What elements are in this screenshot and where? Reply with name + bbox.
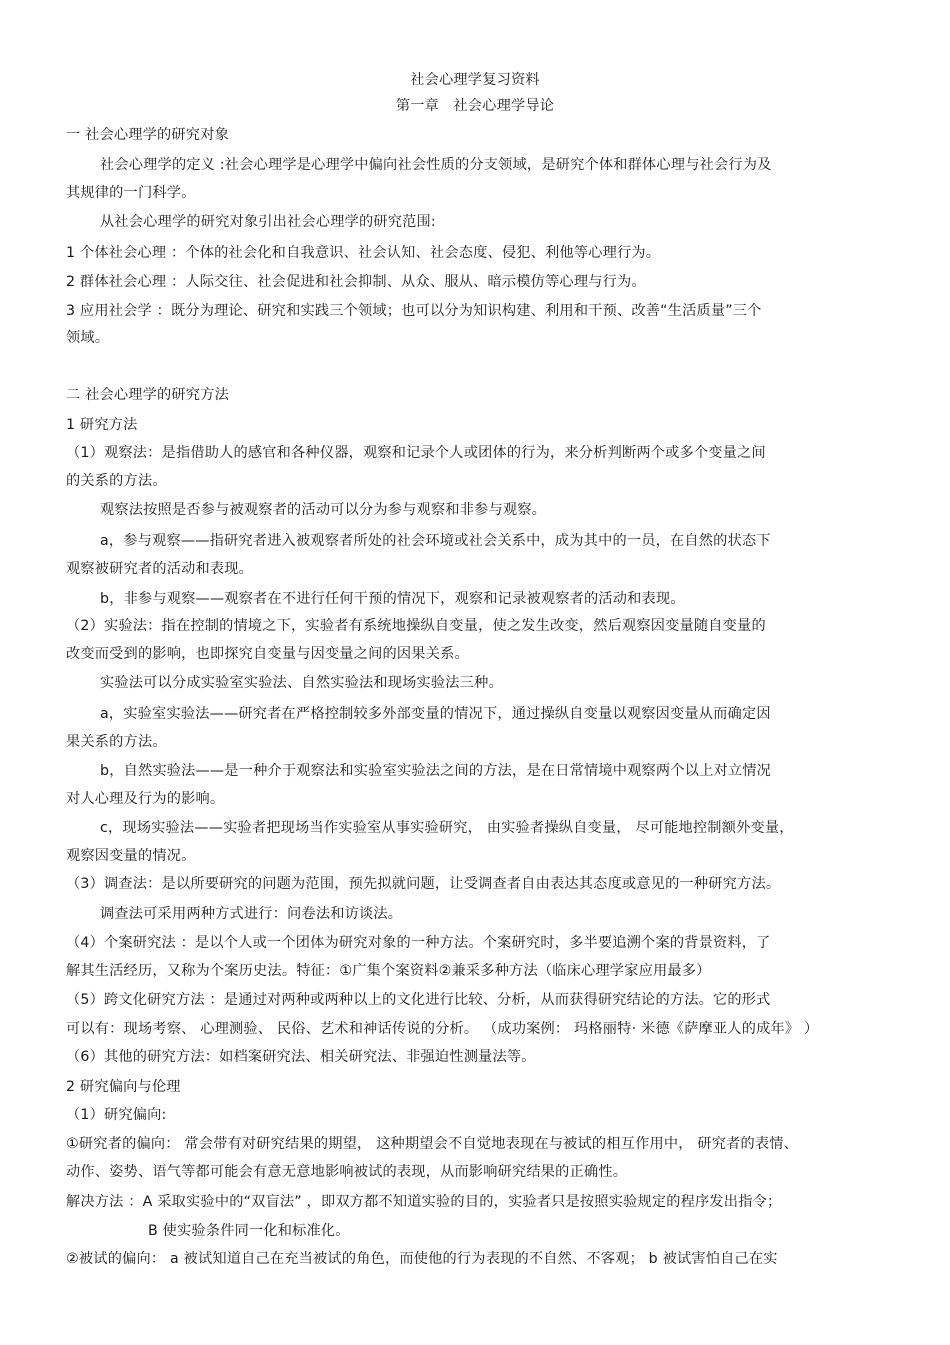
paragraph-line: 解决方法 ：A 采取实验中的“双盲法” ，即双方都不知道实验的目的，实验者只是按照实验规定的程序发出指令； xyxy=(66,1194,782,1210)
chapter-heading: 第一章 社会心理学导论 xyxy=(395,98,555,114)
document-title: 社会心理学复习资料 xyxy=(410,72,540,88)
paragraph-line: 领域。 xyxy=(66,330,110,346)
paragraph-line: B 使实验条件同一化和标准化。 xyxy=(148,1223,350,1239)
paragraph-line: 其规律的一门科学。 xyxy=(66,185,196,201)
paragraph-line: b，自然实验法——是一种介于观察法和实验室实验法之间的方法，是在日常情境中观察两个以上对立情况 xyxy=(100,763,772,779)
paragraph-line: 对人心理及行为的影响。 xyxy=(66,791,225,807)
paragraph-line: 果关系的方法。 xyxy=(66,734,167,750)
section-heading: 二 社会心理学的研究方法 xyxy=(66,387,229,403)
section-heading: 一 社会心理学的研究对象 xyxy=(66,127,229,143)
paragraph-line: 观察因变量的情况。 xyxy=(66,848,196,864)
paragraph-line: （6）其他的研究方法：如档案研究法、相关研究法、非强迫性测量法等。 xyxy=(66,1049,536,1065)
paragraph-line: 可以有：现场考察、 心理测验、 民俗、艺术和神话传说的分析。 （成功案例： 玛格丽特· 米德《萨摩亚人的成年》 ） xyxy=(66,1021,819,1037)
paragraph-line: 观察法按照是否参与被观察者的活动可以分为参与观察和非参与观察。 xyxy=(100,502,547,518)
paragraph-line: （3）调查法：是以所要研究的问题为范围，预先拟就问题，让受调查者自由表达其态度或意见的一种研究方法。 xyxy=(66,876,781,892)
paragraph-line: 解其生活经历，又称为个案历史法。特征：①广集个案资料②兼采多种方法（临床心理学家应用最多） xyxy=(66,963,711,979)
subsection-heading: 2 研究偏向与伦理 xyxy=(66,1079,181,1095)
paragraph-line: b，非参与观察——观察者在不进行任何干预的情况下，观察和记录被观察者的活动和表现。 xyxy=(100,591,685,607)
paragraph-line: 的关系的方法。 xyxy=(66,473,167,489)
paragraph-line: （2）实验法：指在控制的情境之下，实验者有系统地操纵自变量，使之发生改变，然后观察因变量随自变量的 xyxy=(66,618,766,634)
paragraph-line: （1）研究偏向: xyxy=(66,1107,167,1123)
paragraph-line: （1）观察法：是指借助人的感官和各种仪器，观察和记录个人或团体的行为，来分析判断两个或多个变量之间 xyxy=(66,445,766,461)
paragraph-line: （5）跨文化研究方法 ：是通过对两种或两种以上的文化进行比较、分析，从而获得研究结论的方法。它的形式 xyxy=(66,992,771,1008)
list-item: 2 群体社会心理 ：人际交往、社会促进和社会抑制、从众、服从、暗示模仿等心理与行为。 xyxy=(66,274,646,290)
paragraph-line: 从社会心理学的研究对象引出社会心理学的研究范围: xyxy=(100,214,436,230)
list-item: 1 个体社会心理 ：个体的社会化和自我意识、社会认知、社会态度、侵犯、利他等心理行为。 xyxy=(66,245,661,261)
paragraph-line: 实验法可以分成实验室实验法、自然实验法和现场实验法三种。 xyxy=(100,675,503,691)
paragraph-line: 观察被研究者的活动和表现。 xyxy=(66,561,254,577)
paragraph-line: （4）个案研究法 ：是以个人或一个团体为研究对象的一种方法。个案研究时，多半要追溯个案的背景资料，了 xyxy=(66,935,771,951)
paragraph-line: 调查法可采用两种方式进行：问卷法和访谈法。 xyxy=(100,906,403,922)
subsection-heading: 1 研究方法 xyxy=(66,417,138,433)
paragraph-line: a，实验室实验法——研究者在严格控制较多外部变量的情况下，通过操纵自变量以观察因变量从而确定因 xyxy=(100,706,771,722)
list-item: 3 应用社会学 ：既分为理论、研究和实践三个领域；也可以分为知识构建、利用和干预、改善“生活质量”三个 xyxy=(66,303,762,319)
paragraph-line: 动作、姿势、语气等都可能会有意无意地影响被试的表现，从而影响研究结果的正确性。 xyxy=(66,1164,628,1180)
paragraph-line: ②被试的偏向： a 被试知道自己在充当被试的角色，而使他的行为表现的不自然、不客观； b 被试害怕自己在实 xyxy=(66,1251,778,1267)
paragraph-line: 社会心理学的定义 :社会心理学是心理学中偏向社会性质的分支领域，是研究个体和群体心理与社会行为及 xyxy=(100,157,772,173)
paragraph-line: ①研究者的偏向： 常会带有对研究结果的期望， 这种期望会不自觉地表现在与被试的相互作用中， 研究者的表情、 xyxy=(66,1136,799,1152)
paragraph-line: a，参与观察——指研究者进入被观察者所处的社会环境或社会关系中，成为其中的一员，在自然的状态下 xyxy=(100,533,771,549)
paragraph-line: 改变而受到的影响，也即探究自变量与因变量之间的因果关系。 xyxy=(66,646,469,662)
paragraph-line: c，现场实验法——实验者把现场当作实验室从事实验研究， 由实验者操纵自变量， 尽可能地控制额外变量， xyxy=(100,820,794,836)
